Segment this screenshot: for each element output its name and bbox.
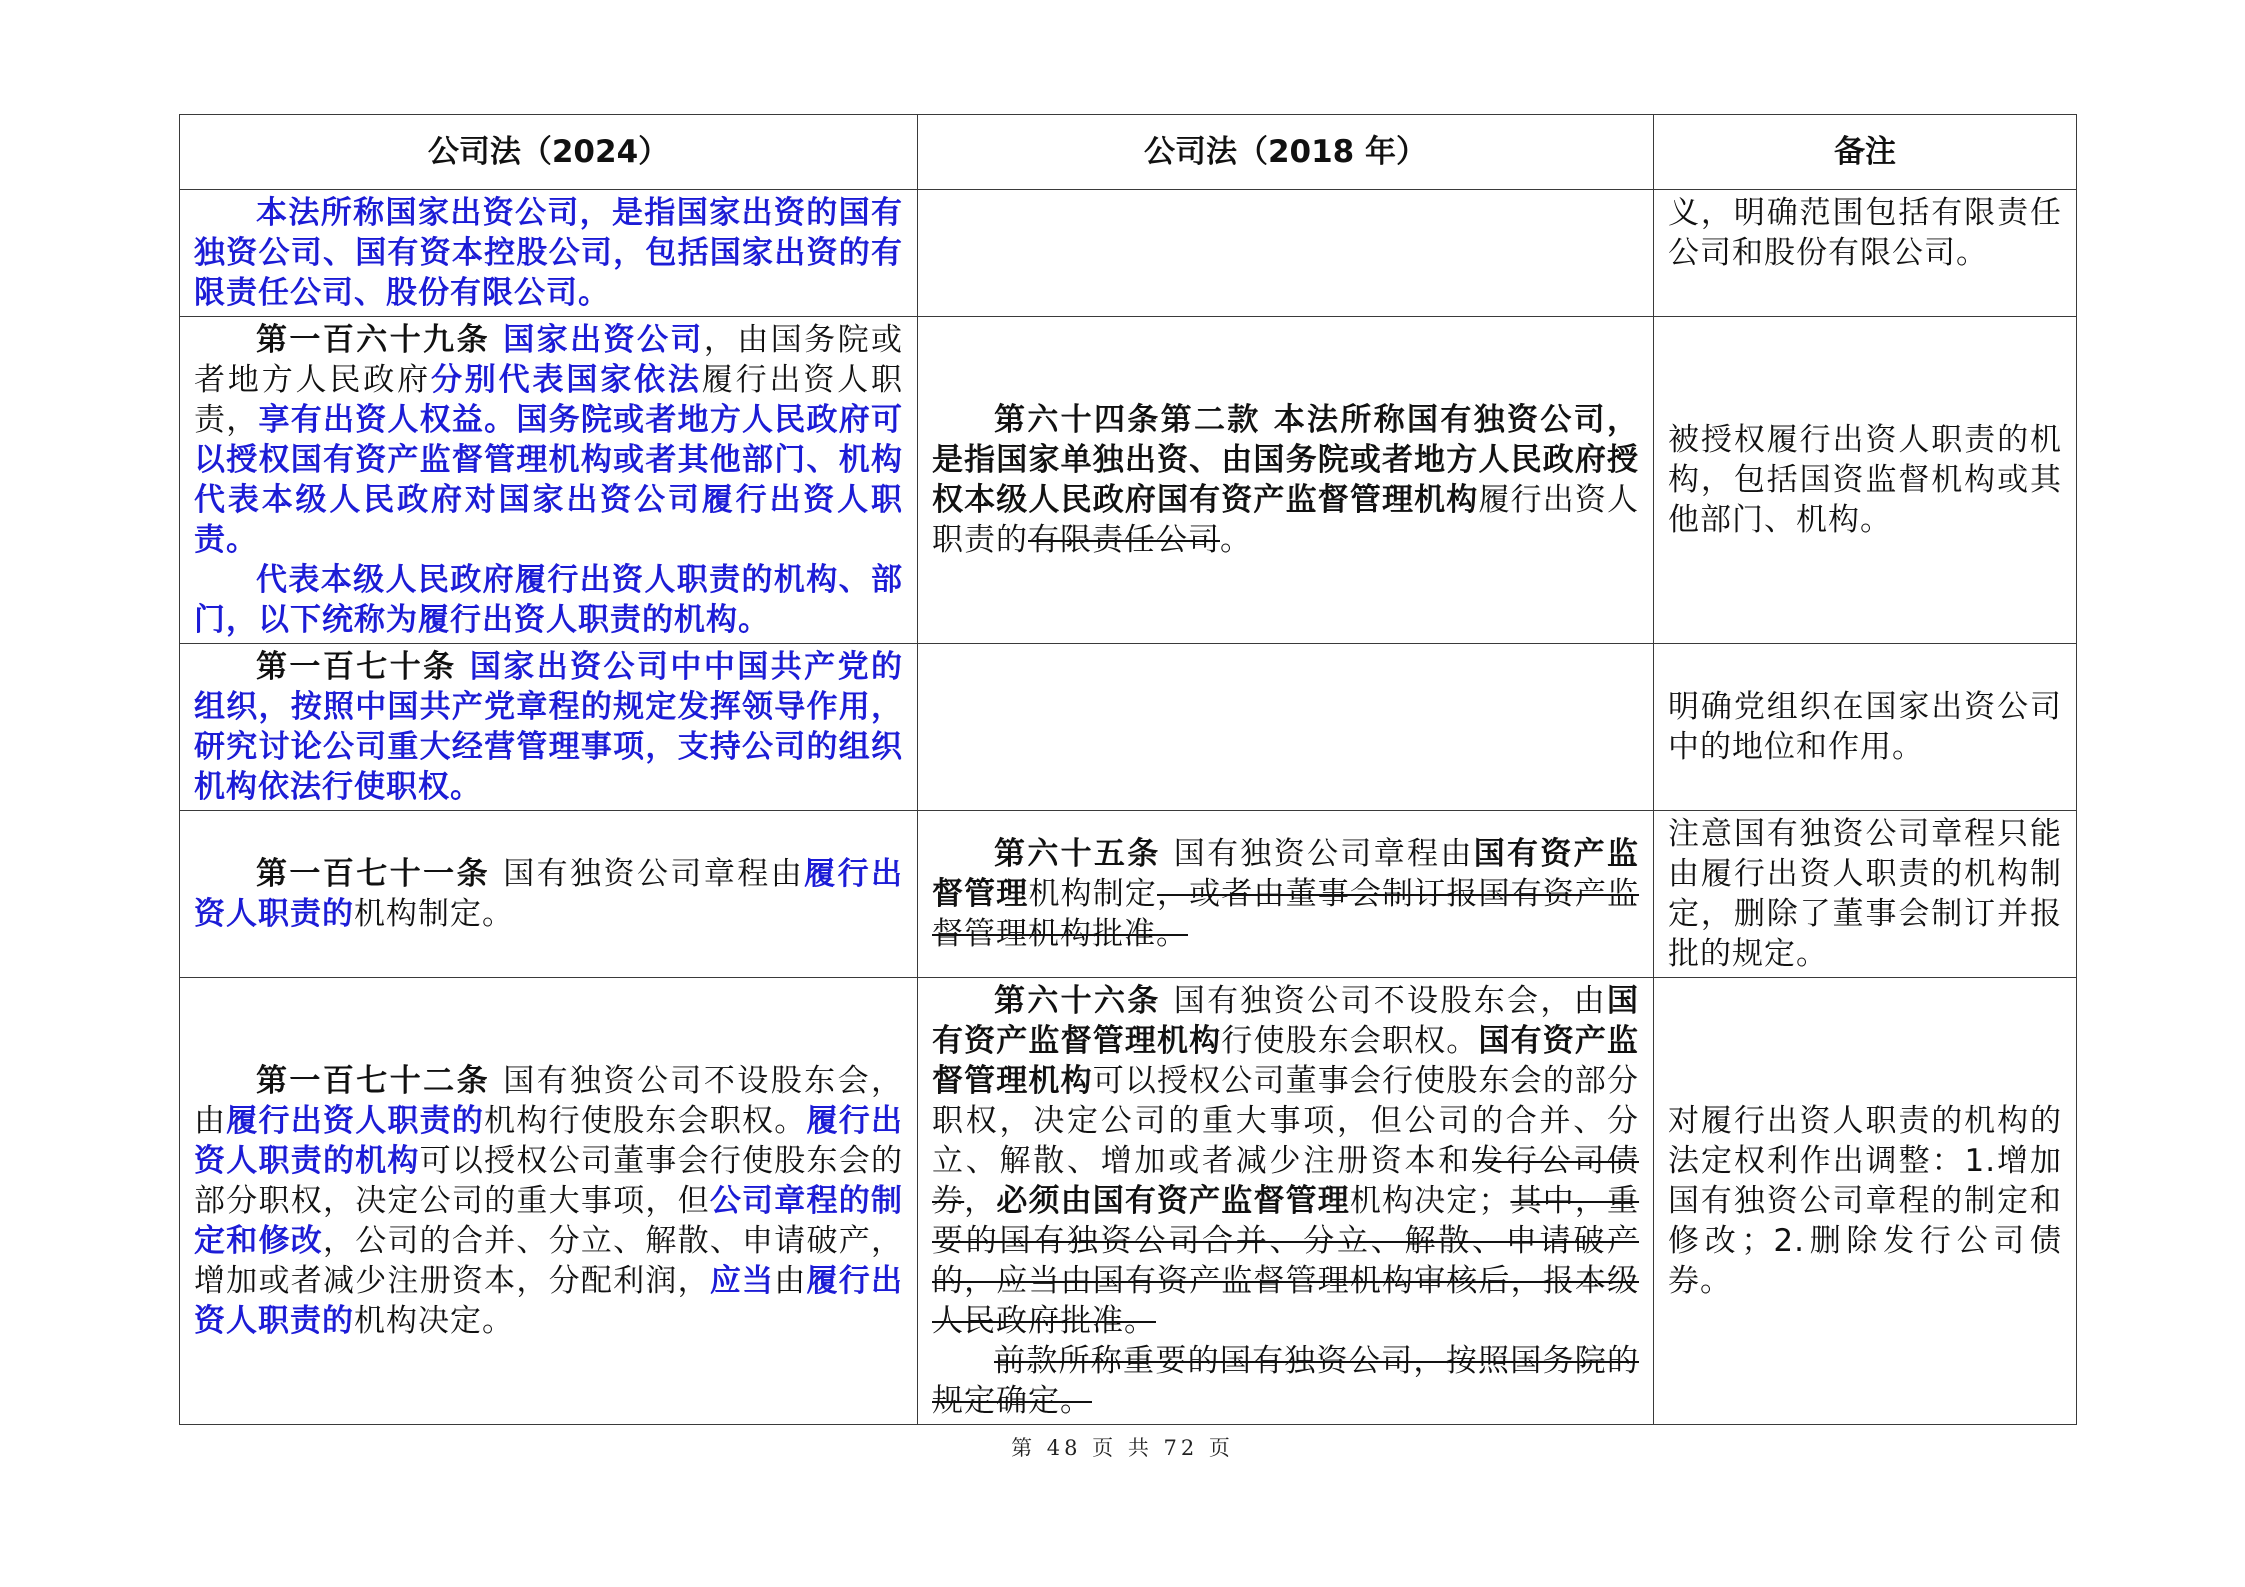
text-run: 第一百七十条 xyxy=(256,649,470,685)
table-row xyxy=(180,811,2077,978)
text-run: 国有独资公司不设股东会，由 xyxy=(1173,983,1608,1019)
table-row xyxy=(180,190,2077,317)
text-run: 可以授权公司董事会行使股东会的部分职权，决定公司的重大事项，但 xyxy=(194,1143,904,1219)
text-run: 机构决定； xyxy=(1349,1183,1511,1219)
text-run: 履行出资人职责， xyxy=(194,362,904,438)
cell-paragraph xyxy=(194,193,903,313)
text-run: 机构制定。 xyxy=(354,896,514,932)
added-text: 公司章程的制定和修改 xyxy=(194,1183,904,1259)
cell-paragraph xyxy=(932,834,1639,954)
added-text: 代表本级人民政府履行出资人职责的机构、部门，以下统称为履行出资人职责的机构。 xyxy=(194,562,903,638)
text-run: 由 xyxy=(774,1263,807,1299)
cell-2018 xyxy=(918,317,1654,644)
text-run: 第六十四条第二款 本法所称国有独资公司，是指国家单独出资、由国务院或者地方人民政府 xyxy=(932,402,1639,478)
deleted-text: 前款所称重要的国有独资公司，按照国务院的规定确定。 xyxy=(932,1343,1639,1419)
text-run: 第一百七十一条 xyxy=(256,856,504,892)
page-footer: 第 48 页 共 72 页 xyxy=(1011,1436,1234,1460)
text-run: 第六十五条 xyxy=(994,836,1174,872)
cell-2024 xyxy=(180,811,918,978)
text-run: 。 xyxy=(1220,522,1252,558)
cell-2018 xyxy=(918,811,1654,978)
header-col-2024: 公司法（2024） xyxy=(180,115,918,190)
table-row xyxy=(180,978,2077,1425)
deleted-text: 其中，重要的国有独资公司合并、分立、解散、申请破产的，应当由国有资产监督管理机构审核后，报本级人民政府批准。 xyxy=(932,1183,1640,1339)
cell-paragraph xyxy=(194,560,903,640)
text-run: 机构行使股东会职权。 xyxy=(484,1103,807,1139)
text-run: 国有资产监督管理机构 xyxy=(932,1023,1640,1099)
added-text: 履行出资人职责的 xyxy=(194,1263,904,1339)
text-run: 第一百六十九条 xyxy=(256,322,504,358)
added-text: 享有出资人权益。国务院或者地方人民政府可以授权国有资产监督管理机构或者其他部门、机构代表本级人民政府对国家出资公司履行出资人职责。 xyxy=(194,402,904,558)
header-row xyxy=(180,115,2077,190)
cell-2024 xyxy=(180,190,918,317)
cell-2024 xyxy=(180,317,918,644)
text-run: 国有独资公司不设股东会，由 xyxy=(194,1063,903,1139)
text-run: 履行出资人职责的 xyxy=(932,482,1640,558)
cell-remarks: 对履行出资人职责的机构的法定权利作出调整：1.增加国有独资公司章程的制定和修改；2.删除发行公司债券。 xyxy=(1654,978,2077,1425)
cell-remarks: 被授权履行出资人职责的机构，包括国资监督机构或其他部门、机构。 xyxy=(1654,317,2077,644)
text-run: 可以授权公司董事会行使股东会的部分职权，决定公司的重大事项，但公司的合并、分立、解散、增加或者减少注册资本和 xyxy=(932,1063,1640,1179)
cell-2024 xyxy=(180,978,918,1425)
text-run: 国有独资公司章程由 xyxy=(1173,836,1474,872)
added-text: 履行出资人职责的 xyxy=(226,1103,485,1139)
cell-paragraph xyxy=(932,981,1639,1341)
text-run: ， xyxy=(964,1183,997,1219)
cell-paragraph xyxy=(932,1341,1639,1421)
text-run: 第六十六条 xyxy=(994,983,1174,1019)
cell-2018 xyxy=(918,644,1654,811)
cell-remarks: 明确党组织在国家出资公司中的地位和作用。 xyxy=(1654,644,2077,811)
header-col-remarks: 备注 xyxy=(1654,115,2077,190)
cell-remarks: 义，明确范围包括有限责任公司和股份有限公司。 xyxy=(1654,190,2077,317)
text-run: ，由国务院或者地方人民政府 xyxy=(194,322,904,398)
cell-paragraph xyxy=(932,400,1639,560)
deleted-text: 有限责任公司 xyxy=(1028,522,1220,558)
cell-2018 xyxy=(918,978,1654,1425)
table-row xyxy=(180,317,2077,644)
added-text: 履行出资人职责的机构 xyxy=(194,1103,904,1179)
cell-paragraph xyxy=(194,320,903,560)
text-run: 第一百七十二条 xyxy=(256,1063,504,1099)
added-text: 国家出资公司中中国共产党的组织，按照中国共产党章程的规定发挥领导作用，研究讨论公司重大经营管理事项，支持公司的组织机构依法行使职权。 xyxy=(194,649,904,805)
text-run: 国有独资公司章程由 xyxy=(503,856,805,892)
text-run: 必须由国有资产监督管理 xyxy=(996,1183,1350,1219)
comparison-table xyxy=(179,114,2077,1425)
deleted-text: 发行公司债券 xyxy=(932,1143,1639,1219)
text-run: 机构决定。 xyxy=(354,1303,514,1339)
cell-paragraph xyxy=(194,854,903,934)
text-run: 行使股东会职权。 xyxy=(1221,1023,1479,1059)
added-text: 履行出资人职责的 xyxy=(194,856,904,932)
added-text: 分别代表国家依法 xyxy=(430,362,702,398)
text-run: 机构制定 xyxy=(1028,876,1158,912)
text-run: ，公司的合并、分立、解散、申请破产，增加或者减少注册资本，分配利润， xyxy=(194,1223,903,1299)
added-text: 本法所称国家出资公司，是指国家出资的国有独资公司、国有资本控股公司，包括国家出资的有限责任公司、股份有限公司。 xyxy=(194,195,903,311)
added-text: 国家出资公司 xyxy=(503,322,704,358)
cell-remarks: 注意国有独资公司章程只能由履行出资人职责的机构制定，删除了董事会制订并报批的规定。 xyxy=(1654,811,2077,978)
text-run: 国有资产监督管理 xyxy=(932,836,1640,912)
cell-2024 xyxy=(180,644,918,811)
deleted-text: ，或者由董事会制订报国有资产监督管理机构批准。 xyxy=(932,876,1640,952)
added-text: 应当 xyxy=(709,1263,775,1299)
header-col-2018: 公司法（2018 年） xyxy=(918,115,1654,190)
cell-paragraph xyxy=(194,647,903,807)
cell-2018 xyxy=(918,190,1654,317)
cell-paragraph xyxy=(194,1061,903,1341)
table-row xyxy=(180,644,2077,811)
text-run: 授权本级人民政府国有资产监督管理机构 xyxy=(932,442,1639,518)
text-run: 国有资产监督管理机构 xyxy=(932,983,1640,1059)
